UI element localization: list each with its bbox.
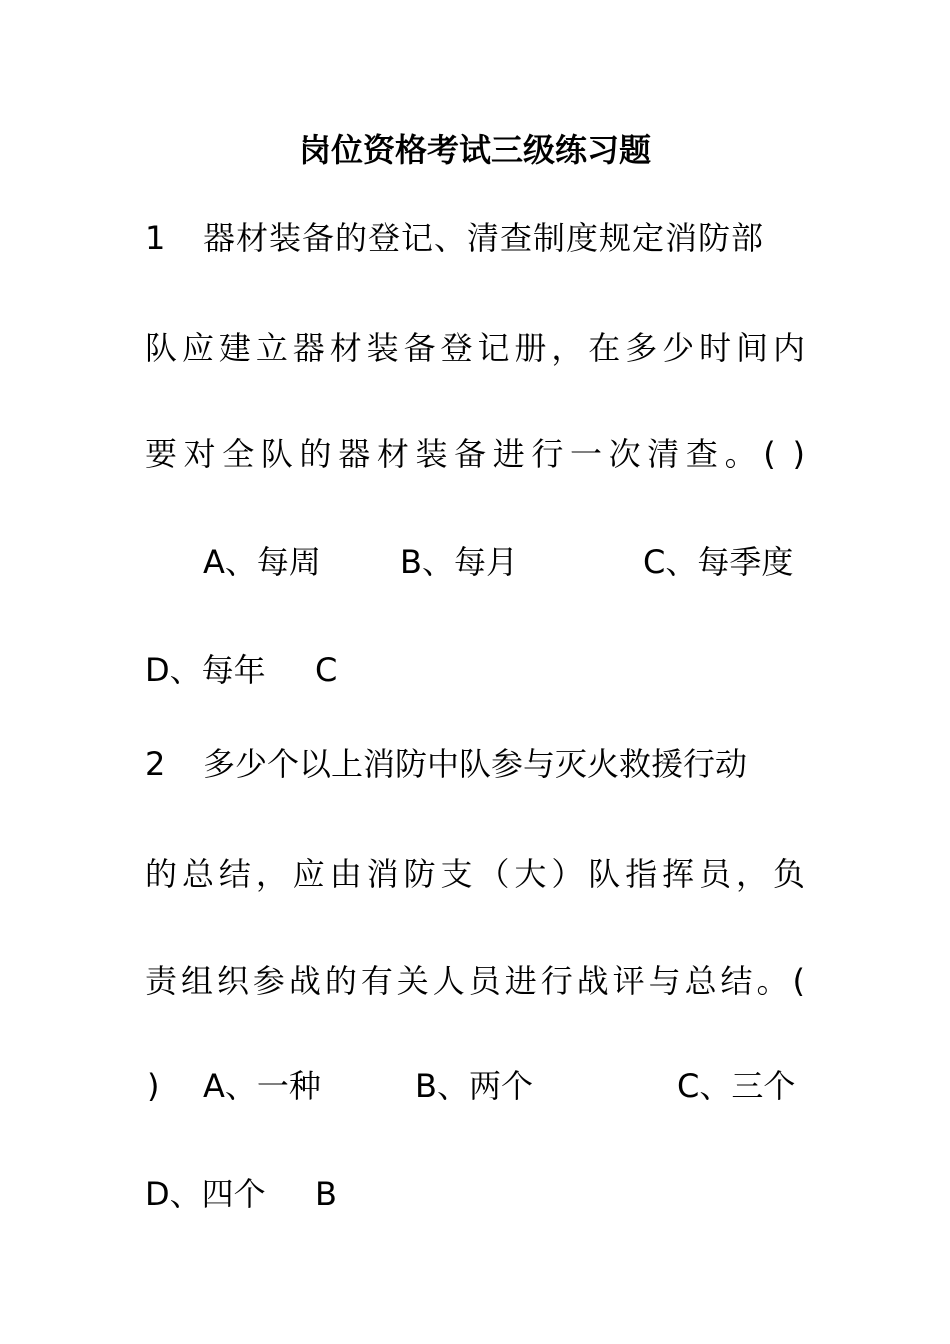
question-1-text-3: 要对全队的器材装备进行一次清查。( )	[145, 435, 805, 473]
question-2-answer: B	[315, 1175, 337, 1213]
question-2-option-b: B、两个	[415, 1067, 533, 1105]
question-2-text-3: 责组织参战的有关人员进行战评与总结。(	[145, 962, 805, 1000]
question-2-number: 2	[145, 745, 166, 783]
question-2-options-row	[145, 1062, 805, 1110]
question-1-line-1	[145, 214, 805, 262]
question-2-option-d: D、四个	[145, 1175, 266, 1213]
question-1-text-2: 队应建立器材装备登记册，在多少时间内	[145, 329, 805, 367]
question-2-option-c: C、三个	[677, 1067, 796, 1105]
question-1-options-row	[145, 538, 805, 586]
question-1-option-b: B、每月	[400, 543, 518, 581]
question-1-number: 1	[145, 219, 166, 257]
question-2-text-2: 的总结，应由消防支（大）队指挥员，负	[145, 855, 805, 893]
question-1-text-1: 器材装备的登记、清查制度规定消防部	[203, 219, 765, 257]
question-1-answer: C	[315, 651, 338, 689]
question-2-line-1	[145, 740, 805, 788]
question-2-option-a: A、一种	[203, 1067, 321, 1105]
question-2-options-row-2	[145, 1170, 805, 1218]
question-2-text-1: 多少个以上消防中队参与灭火救援行动	[203, 745, 748, 783]
question-1-option-c: C、每季度	[643, 543, 794, 581]
question-2-paren-close: )	[147, 1067, 160, 1105]
question-1-option-a: A、每周	[203, 543, 321, 581]
question-1-option-d: D、每年	[145, 651, 266, 689]
document-title: 岗位资格考试三级练习题	[298, 131, 651, 169]
question-1-options-row-2	[145, 646, 805, 694]
